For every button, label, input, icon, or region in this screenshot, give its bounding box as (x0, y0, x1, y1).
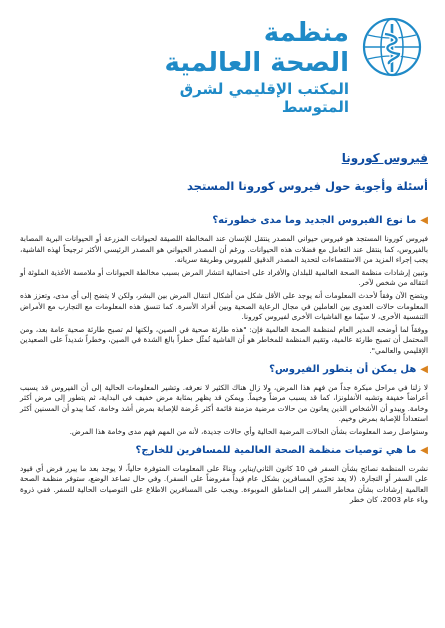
question-heading (20, 214, 428, 228)
qa-section (20, 363, 428, 438)
document-body (20, 150, 428, 512)
question-text: ما نوع الفيروس الجديد وما مدى خطورته؟ (212, 215, 417, 226)
question-heading (20, 363, 428, 377)
org-name-line1: منظمة (263, 18, 349, 48)
doc-title: أسئلة وأجوبة حول فيروس كورونا المستجد (187, 179, 428, 193)
answer-paragraph: فيروس كورونا المستجد هو فيروس حيواني المصدر ينتقل للإنسان عند المخالطة اللصيقة لحيوانات المزرعة أو الحيوانات البرية المصابة بالفيروس، كما ينتقل عند التعامل مع فضلات هذه الحيوانات. ورغم أن المصدر الحيواني هو المصدر الرئيسي الأكثر ترجيحاً لهذه الفاشية، يجب إجراء المزيد من الاستقصاءات لتحديد المصدر الدقيق للفيروس وطريقة سريانه. (20, 234, 428, 265)
sections-container (20, 214, 428, 506)
question-heading (20, 444, 428, 458)
answer-paragraph: ويتضح الآن وفقاً لأحدث المعلومات أنه يوجد على الأقل شكل من أشكال انتقال المرض بين البشر، ولكن لا يتضح إلى أي مدى، وتعزز هذه المعلومات حالات العدوى بين العاملين في مجال الرعاية الصحية وبين أفراد الأسرة. كما تنسق هذه المعلومات مع التجارب مع الأمراض التنفسية الأخرى، لا سيّما مع الفاشيات الأخرى لفيروس كورونا. (20, 290, 428, 322)
question-text: ما هي توصيات منظمة الصحة العالمية للمسافرين للخارج؟ (135, 444, 417, 456)
org-name-line2: الصحة العالمية (164, 48, 349, 78)
regional-office-name: المكتب الإقليمي لشرق المتوسط (179, 80, 349, 116)
bullet-arrow-icon: ◀ (420, 215, 428, 226)
doc-kicker: فيروس كورونا (341, 151, 428, 165)
org-name (159, 18, 349, 78)
answer-paragraph: ووفقاً لما أوضحه المدير العام لمنظمة الصحة العالمية فإن: "هذه طارئة صحية في الصين، ولكنها لم تصبح طارئة صحية عامة بعد، ومن المحتمل أن تصبح طارئة عالمية، وتقيم المنظمة للمخاطر هو أن الفاشية تُمثّل خطراً بالغ الشدة في الصين، وخطراً شديداً على الصعيدين الإقليمي والعالمي". (20, 324, 428, 355)
answer-paragraph: وستواصل رصد المعلومات بشأن الحالات المرضية الحالية وأي حالات جديدة، لأنه من المهم فهم مدى وخامة هذا المرض. (69, 426, 428, 436)
page-header (0, 0, 445, 116)
answer-paragraph: لا زلنا في مراحل مبكرة جداً من فهم هذا المرض، ولا زال هناك الكثير لا نعرفه. وتشير المعلومات الحالية إلى أن الفيروس قد يسبب أعراضاً خفيفة وتشبه الأنفلونزا، كما قد يسبب مرضاً وخيماً. ويمكن قد يظهر بمثابة مرض خفيف في البداية، ثم يتطور إلى مرض أكثر وخامة. ويبدو أن الأشخاص الذين يعانون من حالات مرضية مزمنة قائمة أكثر عُرضة للإصابة بمرض أشد وخامة، كما يبدو أن المسنين أكثر استعداداً للإصابة بمرض وخيم. (20, 382, 428, 424)
qa-section (20, 444, 428, 506)
bullet-arrow-icon: ◀ (420, 444, 428, 456)
answer-paragraph: وتبين إرشادات منظمة الصحة العالمية للبلدان والأفراد على احتمالية انتشار المرض بسبب مخالطة الحيوانات أو ملامسة الأغذية الملوثة أو انتقاله من شخص لآخر. (20, 267, 428, 288)
bullet-arrow-icon: ◀ (420, 363, 428, 375)
who-emblem-icon (361, 16, 423, 78)
qa-section (20, 214, 428, 357)
answer-paragraph: نشرت المنظمة نصائح بشأن السفر في 10 كانون الثاني/يناير، وبناءً على المعلومات المتوفرة حالياً، لا يوجد بعد ما يبرر فرض أي قيود على السفر أو التجارة. (لا يعد تحرّي المسافرين بشكل عام قيداً مفروضاً على السفر). وفي حال تصاعد الوضع، ستوفر منظمة الصحة العالمية إرشادات بشأن مخاطر السفر إلى المناطق الموبوءة. ويجب على المسافرين الاطلاع على التوصيات الحالية للسفر. ففي ذروة وباء عام 2003، كان خطر (20, 463, 428, 505)
question-text: هل يمكن أن يتطور الفيروس؟ (269, 363, 417, 375)
